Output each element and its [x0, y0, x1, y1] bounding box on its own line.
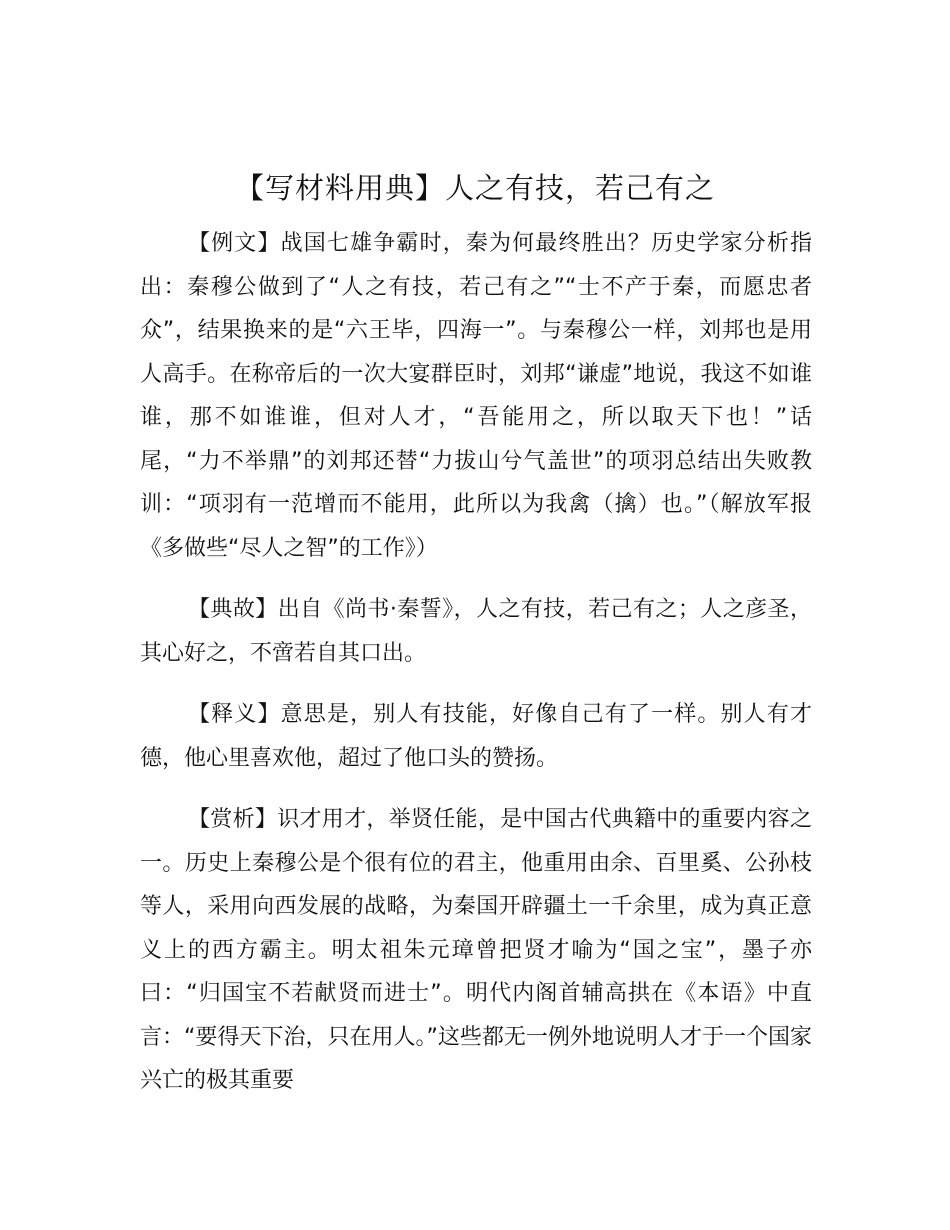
- appreciation-label: 【赏析】: [188, 807, 278, 832]
- meaning-text: 意思是，别人有技能，好像自己有了一样。别人有才德，他心里喜欢他，超过了他口头的赞扬。: [140, 702, 812, 771]
- example-label: 【例文】: [188, 231, 281, 256]
- appreciation-text: 识才用才，举贤任能，是中国古代典籍中的重要内容之一。历史上秦穆公是个很有位的君主，他重用由余、百里奚、公孙枝等人，采用向西发展的战略，为秦国开辟疆土一千余里，成为真正意义上的西方霸主。明太祖朱元璋曾把贤才喻为“国之宝”，墨子亦曰：“归国宝不若献贤而进士”。明代内阁首辅高拱在《本语》中直言：“要得天下治，只在用人。”这些都无一例外地说明人才于一个国家兴亡的极其重要: [140, 807, 812, 1093]
- meaning-paragraph: [140, 693, 812, 780]
- allusion-label: 【典故】: [188, 597, 278, 622]
- meaning-label: 【释义】: [188, 702, 281, 727]
- document-title: 【写材料用典】人之有技，若己有之: [234, 171, 715, 205]
- appreciation-paragraph: [140, 798, 812, 1103]
- allusion-paragraph: [140, 588, 812, 675]
- allusion-text: 出自《尚书·秦誓》，人之有技，若己有之；人之彦圣，其心好之，不啻若自其口出。: [140, 597, 812, 666]
- example-text: 战国七雄争霸时，秦为何最终胜出？历史学家分析指出：秦穆公做到了“人之有技，若己有之”“士不产于秦，而愿忠者众”，结果换来的是“六王毕，四海一”。与秦穆公一样，刘邦也是用人高手。在称帝后的一次大宴群臣时，刘邦“谦虚”地说，我这不如谁谁，那不如谁谁，但对人才，“吾能用之，所以取天下也！”话尾，“力不举鼎”的刘邦还替“力拔山兮气盖世”的项羽总结出失败教训：“项羽有一范增而不能用，此所以为我禽（擒）也。”（解放军报《多做些“尽人之智”的工作》）: [140, 231, 812, 561]
- document-body: [140, 222, 812, 1121]
- example-paragraph: [140, 222, 812, 570]
